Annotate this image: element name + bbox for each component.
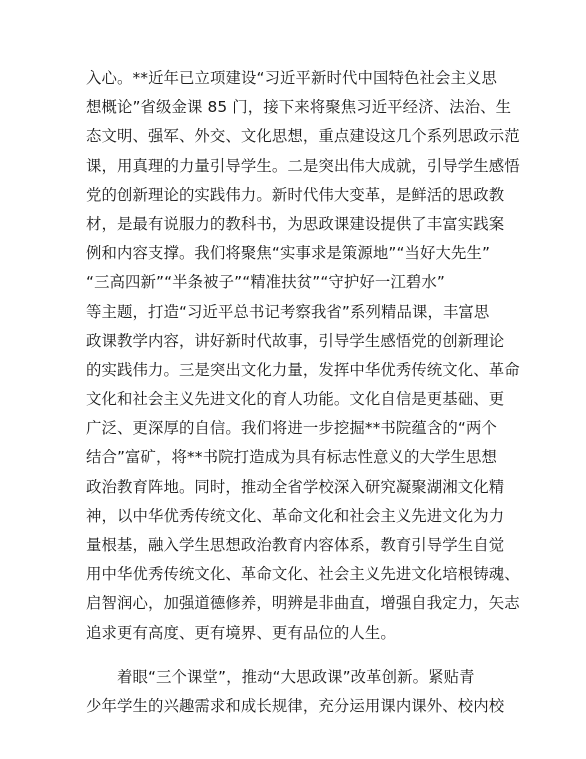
paragraph-2 [86,663,506,721]
paragraph-line: 政课教学内容，讲好新时代故事，引导学生感悟党的创新理论 [86,331,505,350]
paragraph-line: 启智润心，加强道德修养，明辨是非曲直，增强自我定力，矢志 [86,594,520,613]
paragraph-line: 党的创新理论的实践伟力。新时代伟大变革，是鲜活的思政教 [86,185,505,204]
paragraph-line: 政治教育阵地。同时，推动全省学校深入研究凝聚湖湘文化精 [86,477,505,496]
paragraph-line: 的实践伟力。三是突出文化力量，发挥中华优秀传统文化、革命 [86,360,520,379]
paragraph-line: “三高四新”“半条被子”“精准扶贫”“守护好一江碧水” [86,273,445,292]
paragraph-line: 课，用真理的力量引导学生。二是突出伟大成就，引导学生感悟 [86,156,520,175]
paragraph-line: 文化和社会主义先进文化的育人功能。文化自信是更基础、更 [86,390,505,409]
paragraph-line: 想概论”省级金课 85 门，接下来将聚焦习近平经济、法治、生 [86,98,512,117]
paragraph-line: 入心。**近年已立项建设“习近平新时代中国特色社会主义思 [86,69,497,87]
paragraph-line: 用中华优秀传统文化、革命文化、社会主义先进文化培根铸魂、 [86,565,520,584]
paragraph-line: 结合”富矿，将**书院打造成为具有标志性意义的大学生思想 [86,448,497,467]
paragraph-gap [86,648,506,663]
paragraph-line: 神，以中华优秀传统文化、革命文化和社会主义先进文化为力 [86,506,505,525]
paragraph-line: 例和内容支撑。我们将聚焦“实事求是策源地”“当好大先生” [86,244,491,263]
body-text [86,64,520,721]
paragraph-line: 广泛、更深厚的自信。我们将进一步挖掘**书院蕴含的“两个 [86,419,497,438]
paragraph-line: 等主题，打造“习近平总书记考察我省”系列精品课，丰富思 [86,302,490,321]
paragraph-line: 量根基，融入学生思想政治教育内容体系，教育引导学生自觉 [86,536,505,554]
paragraph-line: 态文明、强军、外交、文化思想，重点建设这几个系列思政示范 [86,127,520,146]
paragraph-line: 少年学生的兴趣需求和成长规律，充分运用课内课外、校内校 [86,696,505,715]
paragraph-1 [86,64,520,648]
paragraph-line: 追求更有高度、更有境界、更有品位的人生。 [86,623,396,642]
paragraph-line: 着眼“三个课堂”，推动“大思政课”改革创新。紧贴青 [117,667,475,686]
paragraph-line: 材，是最有说服力的教科书，为思政课建设提供了丰富实践案 [86,214,505,233]
